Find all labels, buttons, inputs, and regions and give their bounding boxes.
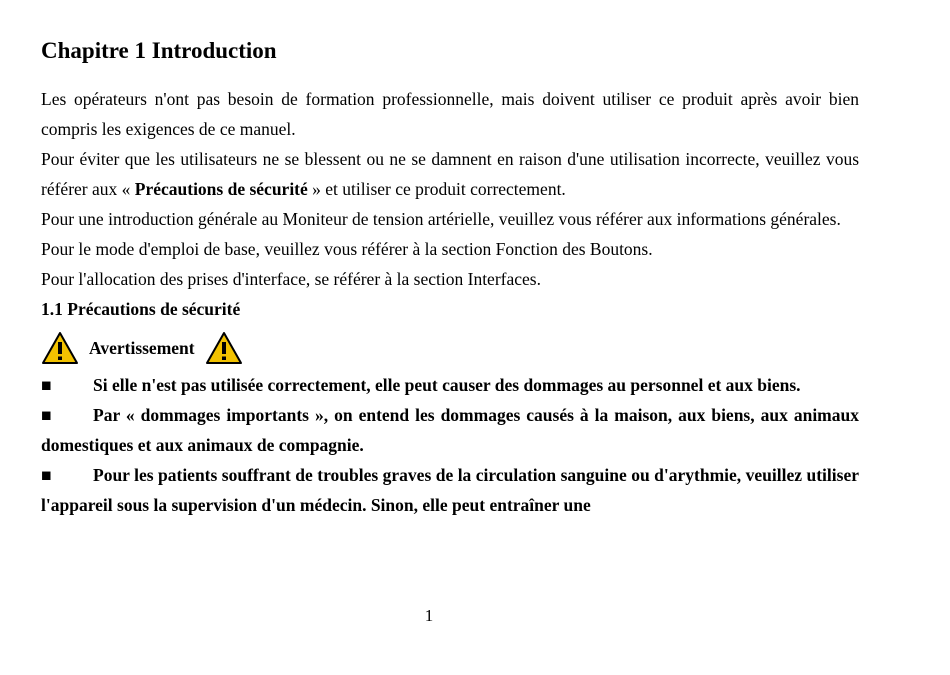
warning-bullet-text: Par « dommages importants », on entend les dommages causés à la maison, aux biens, aux animaux domestiques et aux animaux de compagnie.: [41, 405, 859, 455]
intro-paragraph-1: Les opérateurs n'ont pas besoin de formation professionnelle, mais doivent utiliser ce produit après avoir bien compris les exigences de ce manuel.: [41, 89, 859, 139]
intro-paragraph-2: [41, 144, 859, 204]
square-bullet-icon: ■: [41, 405, 52, 425]
warning-triangle-icon: [41, 331, 79, 365]
page-content: [41, 36, 859, 520]
intro-paragraph-4: Pour le mode d'emploi de base, veuillez vous référer à la section Fonction des Boutons.: [41, 239, 653, 259]
warning-triangle-icon: [205, 331, 243, 365]
warning-heading: [41, 326, 859, 370]
square-bullet-icon: ■: [41, 465, 52, 485]
intro-paragraph-2-start: Pour éviter que les utilisateurs ne se blessent ou ne se damnent en raison d'une utilisation incorrecte, veuillez vous référer aux «: [41, 149, 859, 199]
safety-precautions-reference: Précautions de sécurité: [134, 179, 308, 199]
intro-paragraph-5: Pour l'allocation des prises d'interface, se référer à la section Interfaces.: [41, 269, 541, 289]
section-title: 1.1 Précautions de sécurité: [41, 299, 241, 319]
chapter-title: Chapitre 1 Introduction: [41, 38, 277, 63]
square-bullet-icon: ■: [41, 375, 52, 395]
warning-label: Avertissement: [89, 337, 195, 358]
intro-paragraph-3: Pour une introduction générale au Moniteur de tension artérielle, veuillez vous référer aux informations générales.: [41, 209, 841, 229]
warning-bullet-1: [41, 370, 859, 400]
warning-bullet-text: Pour les patients souffrant de troubles graves de la circulation sanguine ou d'arythmie, veuillez utiliser l'appareil sous la supervision d'un médecin. Sinon, elle peut entraîner une: [41, 465, 859, 515]
page-number: 1: [424, 606, 434, 625]
warning-bullet-text: Si elle n'est pas utilisée correctement, elle peut causer des dommages au personnel et aux biens.: [93, 375, 801, 395]
warning-bullet-3: [41, 460, 859, 520]
intro-paragraph-2-end: » et utiliser ce produit correctement.: [307, 179, 566, 199]
warning-bullet-2: [41, 400, 859, 460]
